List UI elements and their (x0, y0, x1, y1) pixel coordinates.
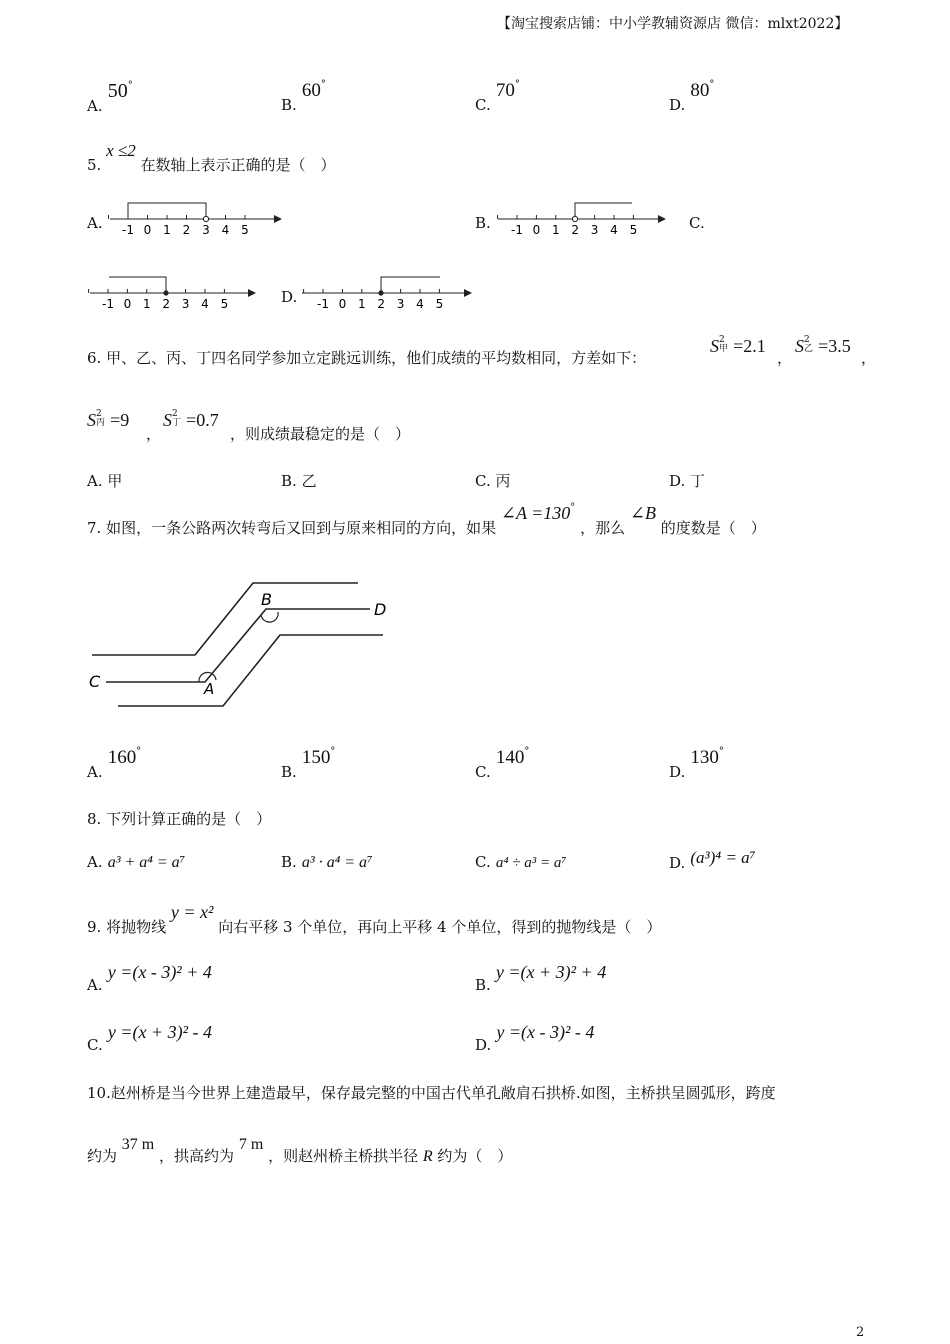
page-header: 【淘宝搜索店铺：中小学教辅资源店 微信：mlxt2022】 (497, 16, 849, 32)
tick-label: 5 (629, 223, 638, 237)
q5-option-b-numberline[interactable] (496, 198, 671, 240)
tick-label: 5 (241, 223, 249, 237)
q6-option-d[interactable]: D. 丁 (669, 472, 706, 490)
q7-label-d: D (374, 600, 387, 619)
q5-option-c-numberline[interactable] (88, 272, 263, 314)
tick-label: 3 (590, 223, 599, 237)
tick-label: 0 (143, 223, 152, 237)
q7-label-a: A (204, 680, 215, 698)
tick-label: 4 (610, 223, 618, 237)
q6-variance-ding: S 2 丁 =0.7 (163, 409, 219, 430)
q7-option-d[interactable]: D. 130° (669, 746, 724, 781)
q8-option-c[interactable]: C. a⁴ ÷ a³ = a⁷ (475, 853, 567, 871)
q7-option-b[interactable]: B. 150° (281, 746, 336, 781)
q6-comma-3: ， (146, 425, 162, 443)
q9-option-d[interactable]: D. y =(x - 3)² - 4 (475, 1022, 595, 1054)
tick-label: 2 (571, 223, 580, 237)
q7-option-c[interactable]: C. 140° (475, 746, 530, 781)
tick-label: 1 (142, 297, 151, 311)
tick-label: 2 (162, 297, 171, 311)
q8-option-b[interactable]: B. a³ · a⁴ = a⁷ (281, 853, 373, 871)
q6-option-b[interactable]: B. 乙 (281, 472, 317, 490)
q5-option-b-label[interactable]: B. (475, 214, 491, 232)
q5-option-d-label[interactable]: D. (281, 288, 298, 306)
tick-label: 4 (221, 223, 230, 237)
q4-option-a[interactable]: A. 50° (87, 80, 133, 115)
question-10: 10.赵州桥是当今世界上建造最早，保存最完整的中国古代单孔敞肩石拱桥.如图，主桥拱呈圆弧形，跨度 (87, 1084, 776, 1102)
tick-label: 0 (532, 223, 541, 237)
q7-option-a[interactable]: A. 160° (87, 746, 142, 781)
tick-label: 4 (201, 297, 209, 311)
tick-label: 3 (396, 297, 405, 311)
question-9: 9. 将抛物线 y = x² 向右平移 3 个单位，再向上平移 4 个单位，得到的抛物线是（ ） (87, 902, 662, 936)
q7-road-figure (85, 575, 395, 715)
q9-option-a[interactable]: A. y =(x - 3)² + 4 (87, 962, 212, 994)
q6-comma-2: ， (861, 349, 877, 367)
question-10-line-2: 约为 37 m ，拱高约为 7 m ，则赵州桥主桥拱半径 R 约为（ ） (87, 1136, 513, 1165)
q5-option-a-numberline[interactable] (108, 198, 283, 240)
question-8: 8. 下列计算正确的是（ ） (87, 810, 272, 828)
tick-label: 1 (551, 223, 560, 237)
tick-label: 5 (220, 297, 229, 311)
q6-comma-1: ， (777, 349, 793, 367)
q6-option-c[interactable]: C. 丙 (475, 472, 511, 490)
tick-label: 5 (435, 297, 444, 311)
q6-variance-jia: S 2 甲 =2.1 (710, 335, 766, 356)
q6-variance-bing: S 2 丙 =9 (87, 409, 130, 430)
q7-label-b: B (261, 590, 272, 609)
tick-label: -1 (102, 297, 114, 311)
tick-label: 2 (377, 297, 386, 311)
q9-option-b[interactable]: B. y =(x + 3)² + 4 (475, 962, 607, 994)
q5-option-c-label[interactable]: C. (689, 214, 705, 232)
q4-option-d[interactable]: D. 80° (669, 79, 715, 114)
q8-option-d[interactable]: D. (a³)⁴ = a⁷ (669, 848, 756, 872)
q4-option-c[interactable]: C. 70° (475, 79, 520, 114)
page-number: 2 (856, 1325, 865, 1340)
q6-option-a[interactable]: A. 甲 (87, 472, 123, 490)
q8-option-a[interactable]: A. a³ + a⁴ = a⁷ (87, 853, 186, 871)
tick-label: 1 (357, 297, 366, 311)
q9-option-c[interactable]: C. y =(x + 3)² - 4 (87, 1022, 212, 1054)
question-6: 6. 甲、乙、丙、丁四名同学参加立定跳远训练，他们成绩的平均数相同，方差如下： (87, 349, 647, 367)
tick-label: 3 (181, 297, 190, 311)
q6-question-tail: ，则成绩最稳定的是（ ） (230, 425, 411, 443)
tick-label: -1 (511, 223, 523, 237)
tick-label: 1 (163, 223, 171, 237)
tick-label: 2 (182, 223, 191, 237)
question-5: 5. x ≤2 在数轴上表示正确的是（ ） (87, 141, 336, 174)
tick-label: -1 (122, 223, 134, 237)
tick-label: 4 (416, 297, 424, 311)
question-7: 7. 如图，一条公路两次转弯后又回到与原来相同的方向，如果 ∠A =130° ，那么 ∠B 的度数是（ ） (87, 502, 766, 537)
q7-label-c: C (89, 672, 101, 691)
tick-label: 0 (338, 297, 347, 311)
q6-variance-yi: S 2 乙 =3.5 (795, 335, 851, 356)
tick-label: 3 (202, 223, 210, 237)
tick-label: 0 (123, 297, 132, 311)
q5-option-d-numberline[interactable] (300, 272, 475, 314)
q4-option-b[interactable]: B. 60° (281, 79, 326, 114)
q7-angle-b-arc (261, 612, 278, 622)
q5-option-a-label[interactable]: A. (87, 214, 103, 232)
tick-label: -1 (317, 297, 329, 311)
